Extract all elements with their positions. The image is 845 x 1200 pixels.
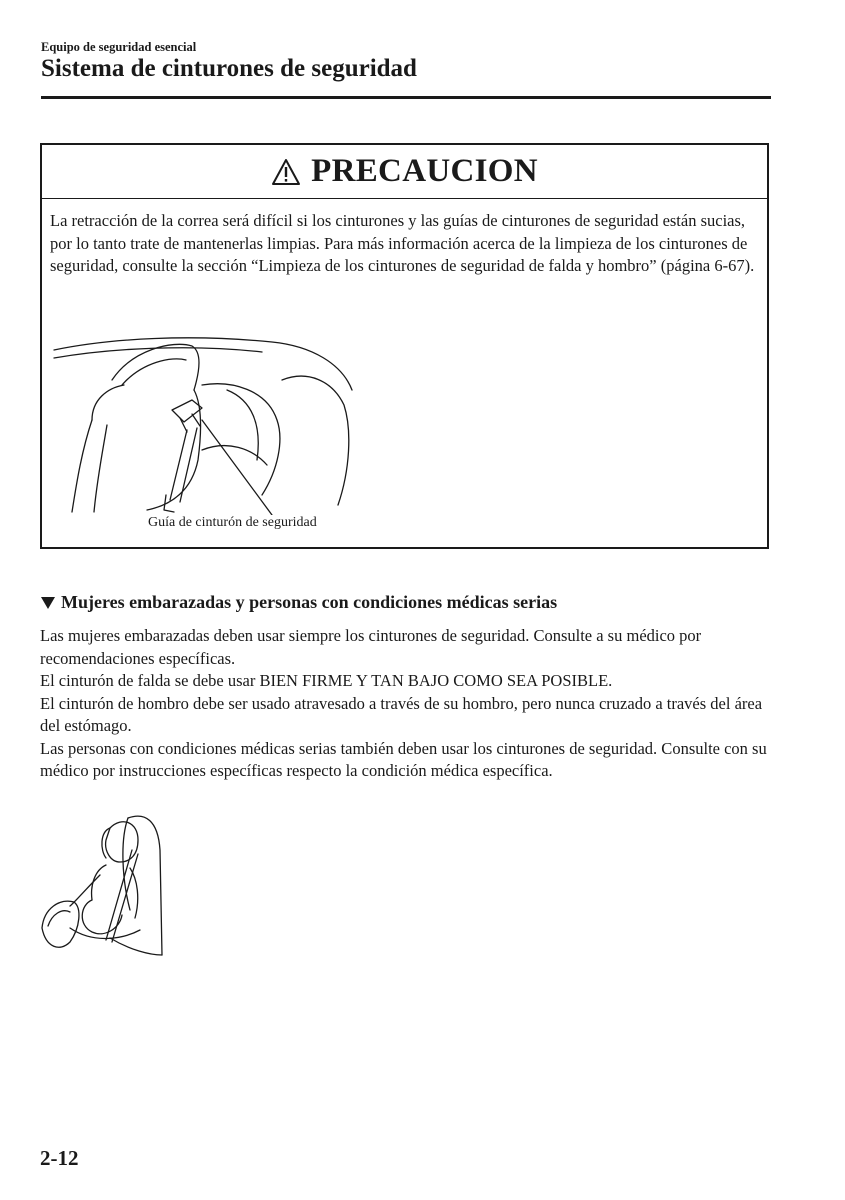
body-text (40, 625, 775, 783)
body-paragraph: El cinturón de hombro debe ser usado atravesado a través de su hombro, pero nunca cruzado a través del área del estómago. (40, 693, 763, 735)
pregnant-woman-seatbelt-illustration (40, 810, 175, 960)
caution-box (40, 143, 769, 549)
section-label: Equipo de seguridad esencial (41, 40, 197, 54)
page-title: Sistema de cinturones de seguridad (41, 55, 417, 82)
caution-header (42, 145, 767, 199)
caution-text: La retracción de la correa será difícil si los cinturones y las guías de cinturones de seguridad están sucias, por lo tanto trate de mantenerlas limpias. Para más información acerca de la limpieza de los cinturones de seguridad, consulte la sección “Limpieza de los cinturones de seguridad de falda y hombro” (página 6-67). (50, 211, 755, 275)
caution-title: PRECAUCION (311, 153, 538, 189)
down-triangle-icon (40, 596, 56, 610)
seat-belt-guide-illustration (52, 330, 372, 515)
figure-label: Guía de cinturón de seguridad (148, 515, 317, 530)
body-paragraph: Las mujeres embarazadas deben usar siempre los cinturones de seguridad. Consulte a su médico por recomendaciones específicas. (40, 626, 702, 668)
body-paragraph: Las personas con condiciones médicas serias también deben usar los cinturones de seguridad. Consulte con su médico por instrucciones específicas respecto la condición médica específica. (40, 738, 767, 780)
section-heading (40, 592, 557, 613)
warning-triangle-icon (271, 158, 301, 186)
title-rule (41, 96, 771, 99)
section-heading-text: Mujeres embarazadas y personas con condiciones médicas serias (61, 592, 558, 612)
page-number: 2-12 (40, 1146, 79, 1170)
body-paragraph: El cinturón de falda se debe usar BIEN FIRME Y TAN BAJO COMO SEA POSIBLE. (40, 671, 613, 690)
